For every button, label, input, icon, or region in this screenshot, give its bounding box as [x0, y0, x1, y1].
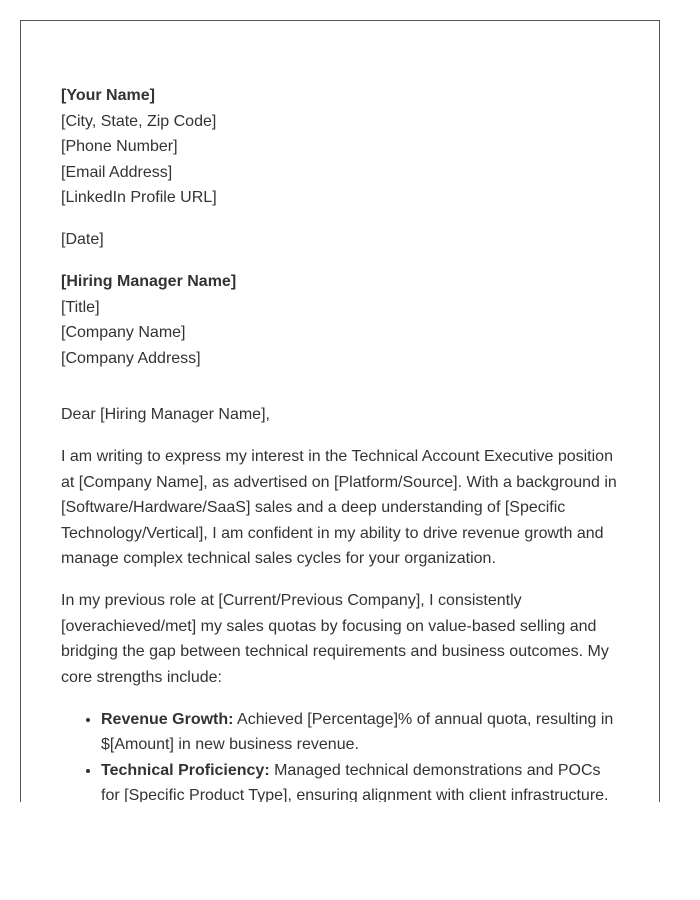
strength-label: Revenue Growth: [101, 710, 234, 728]
letter-page [20, 20, 660, 802]
strength-label: Technical Proficiency: [101, 761, 270, 779]
sender-linkedin: [LinkedIn Profile URL] [61, 189, 217, 206]
recipient-block [61, 269, 621, 371]
strength-text: Managed technical demonstrations and POCs for [Specific Product Type], ensuring alignment with client infrastructure. [101, 761, 609, 802]
sender-email: [Email Address] [61, 163, 173, 181]
letter-date: [Date] [61, 231, 104, 248]
recipient-address: [Company Address] [61, 349, 201, 367]
strength-item-technical [101, 758, 621, 803]
recipient-title: [Title] [61, 298, 100, 316]
recipient-name: [Hiring Manager Name] [61, 273, 237, 290]
strengths-list [61, 707, 621, 803]
letter-content [61, 83, 621, 802]
sender-phone: [Phone Number] [61, 138, 178, 155]
body-paragraph-2: In my previous role at [Current/Previous Company], I consistently [overachieved/met] my sales quotas by focusing on value-based selling and bridging the gap between technical requirements and business outcomes. My core strengths include: [61, 592, 609, 686]
body-paragraph-1: I am writing to express my interest in the Technical Account Executive position at [Company Name], as advertised on [Platform/Source]. With a background in [Software/Hardware/SaaS] sales and a deep understanding of [Specific Technology/Vertical], I am confident in my ability to drive revenue growth and manage complex technical sales cycles for your organization. [61, 448, 617, 567]
sender-address: [City, State, Zip Code] [61, 112, 217, 130]
recipient-company: [Company Name] [61, 324, 186, 341]
sender-name: [Your Name] [61, 87, 155, 104]
sender-block [61, 83, 621, 211]
strength-item-revenue [101, 707, 621, 758]
salutation: Dear [Hiring Manager Name], [61, 406, 270, 423]
date-block [61, 227, 621, 253]
strength-text: Achieved [Percentage]% of annual quota, resulting in $[Amount] in new business revenue. [101, 710, 614, 753]
